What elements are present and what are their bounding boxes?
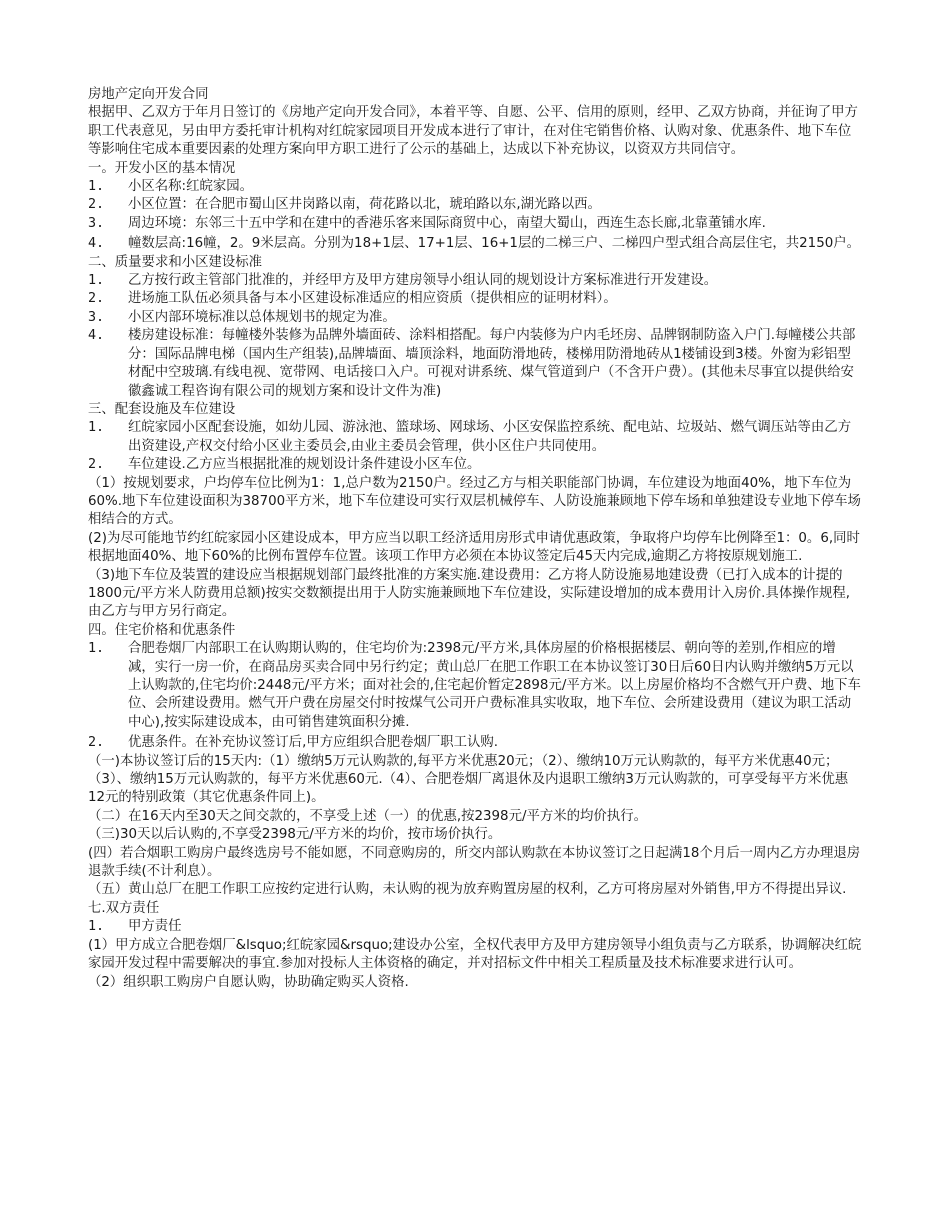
- list-item: [88, 327, 862, 401]
- section-heading-3: 三、配套设施及车位建设: [88, 401, 236, 417]
- item-number: 2.: [88, 197, 105, 213]
- section-heading-4: 四。住宅价格和优惠条件: [88, 622, 236, 638]
- item-text: 乙方按行政主管部门批准的，并经甲方及甲方建房领导小组认同的规划设计方案标准进行开发建设。: [128, 273, 718, 289]
- item-text: 小区位置：在合肥市蜀山区井岗路以南，荷花路以北，琥珀路以东,湖光路以西。: [128, 197, 601, 213]
- item-text: 小区内部环境标准以总体规划书的规定为准。: [128, 309, 396, 325]
- item-number: 1.: [88, 179, 105, 195]
- paragraph: (1）甲方成立合肥卷烟厂&lsquo;红皖家园&rsquo;建设办公室，全权代表甲方及甲方建房领导小组负责与乙方联系，协调解决红皖家园开发过程中需要解决的事宜.参加对投标人主体资格的确定，并对招标文件中相关工程质量及技术标准要求进行认可。: [88, 937, 862, 972]
- item-number: 1.: [88, 420, 105, 436]
- item-text: 合肥卷烟厂内部职工在认购期认购的，住宅均价为:2398元/平方米,具体房屋的价格根据楼层、朝向等的差别,作相应的增减，实行一房一价，在商品房买卖合同中另行约定；黄山总厂在肥工作职工在本协议签订30日后60日内认购并缴纳5万元以上认购款的,住宅均价:2448元/平方米；面对社会的,住宅起价暂定2898元/平方米。以上房屋价格均不含燃气开户费、地下车位、会所建设费用。燃气开户费在房屋交付时按煤气公司开户费标准具实收取，地下车位、会所建设费用（建议为职工活动中心),按实际建设成本，由可销售建筑面积分摊.: [128, 641, 861, 730]
- list-item: [88, 734, 862, 752]
- item-number: 1.: [88, 641, 105, 657]
- list-item: [88, 456, 862, 474]
- section-heading-7: 七.双方责任: [88, 900, 160, 916]
- paragraph: （1）按规划要求，户均停车位比例为1：1,总户数为2150户。经过乙方与相关职能部门协调，车位建设为地面40%，地下车位为60%.地下车位建设面积为38700平方米，地下车位建设可实行双层机械停车、人防设施兼顾地下停车场和单独建设专业地下停车场相结合的方式。: [88, 475, 861, 528]
- item-text: 小区名称:红皖家园。: [128, 179, 254, 195]
- item-text: 红皖家园小区配套设施，如幼儿园、游泳池、篮球场、网球场、小区安保监控系统、配电站、垃圾站、燃气调压站等由乙方出资建设,产权交付给小区业主委员会,由业主委员会管理，供小区住户共同使用。: [128, 420, 852, 454]
- paragraph: （一)本协议签订后的15天内:（1）缴纳5万元认购款的,每平方米优惠20元；（2）、缴纳10万元认购款的，每平方米优惠40元；（3）、缴纳15万元认购款的，每平方米优惠60元.（4）、合肥卷烟厂离退休及内退职工缴纳3万元认购款的，可享受每平方米优惠12元的特别政策（其它优惠条件同上)。: [88, 753, 849, 806]
- section-heading-1: 一。开发小区的基本情况: [88, 160, 236, 176]
- list-item: [88, 178, 862, 196]
- item-text: 楼房建设标准：每幢楼外装修为品牌外墙面砖、涂料相搭配。每户内装修为户内毛坯房、品牌钢制防盗入户门.每幢楼公共部分：国际品牌电梯（国内生产组装),品牌墙面、墙顶涂料，地面防滑地砖，楼梯用防滑地砖从1楼铺设到3楼。外窗为彩铝型材配中空玻璃.有线电视、宽带网、电话接口入户。可视对讲系统、煤气管道到户（不含开户费）。(其他未尽事宜以提供给安徽鑫诚工程咨询有限公司的规划方案和设计文件为准): [128, 328, 856, 399]
- list-item: [88, 640, 862, 732]
- list-item: [88, 918, 862, 936]
- item-number: 3.: [88, 309, 105, 325]
- item-number: 1.: [88, 919, 105, 935]
- list-item: [88, 196, 862, 214]
- paragraph: （3)地下车位及装置的建设应当根据规划部门最终批准的方案实施.建设费用：乙方将人防设施易地建设费（已打入成本的计提的1800元/平方米人防费用总额)按实交数额提出用于人防实施兼顾地下车位建设，实际建设增加的成本费用计入房价.具体操作规程,由乙方与甲方另行商定。: [88, 567, 851, 620]
- intro-paragraph: 根据甲、乙双方于年月日签订的《房地产定向开发合同》，本着平等、自愿、公平、信用的原则，经甲、乙双方协商，并征询了甲方职工代表意见，另由甲方委托审计机构对红皖家园项目开发成本进行了审计，在对住宅销售价格、认购对象、优惠条件、地下车位等影响住宅成本重要因素的处理方案向甲方职工进行了公示的基础上，达成以下补充协议，以资双方共同信守。: [88, 105, 858, 158]
- document-title: 房地产定向开发合同: [88, 87, 209, 102]
- item-number: 1.: [88, 273, 105, 289]
- item-text: 优惠条件。在补充协议签订后,甲方应组织合肥卷烟厂职工认购.: [128, 735, 499, 751]
- list-item: [88, 419, 862, 456]
- item-number: 4.: [88, 236, 105, 252]
- item-text: 周边环境：东邻三十五中学和在建中的香港乐客来国际商贸中心，南望大蜀山，西连生态长廊,北靠董铺水库.: [128, 215, 766, 231]
- paragraph: （2）组织职工购房户自愿认购，协助确定购买人资格.: [88, 974, 409, 990]
- paragraph: （二）在16天内至30天之间交款的，不享受上述（一）的优惠,按2398元/平方米的均价执行。: [88, 808, 647, 824]
- item-text: 甲方责任: [128, 919, 182, 935]
- list-item: [88, 290, 862, 308]
- paragraph: （五）黄山总厂在肥工作职工应按约定进行认购，未认购的视为放弃购置房屋的权利，乙方可将房屋对外销售,甲方不得提出异议.: [88, 882, 847, 898]
- section-heading-2: 二、质量要求和小区建设标准: [88, 254, 263, 270]
- paragraph: （三)30天以后认购的,不享受2398元/平方米的均价，按市场价执行。: [88, 827, 502, 843]
- list-item: [88, 215, 862, 233]
- list-item: [88, 272, 862, 290]
- paragraph: (四）若合烟职工购房户最终选房号不能如愿，不同意购房的，所交内部认购款在本协议签订之日起满18个月后一周内乙方办理退房退款手续(不计利息）。: [88, 845, 861, 880]
- item-text: 幢数层高:16幢，2。9米层高。分别为18+1层、17+1层、16+1层的二梯三户、二梯四户型式组合高层住宅，共2150户。: [128, 236, 861, 252]
- paragraph: (2)为尽可能地节约红皖家园小区建设成本，甲方应当以职工经济适用房形式申请优惠政策，争取将户均停车比例降至1：0。6,同时根据地面40%、地下60%的比例布置停车位置。该项工作甲方必须在本协议签定后45天内完成,逾期乙方将按原规划施工.: [88, 530, 860, 565]
- item-text: 车位建设.乙方应当根据批准的规划设计条件建设小区车位。: [128, 457, 481, 473]
- item-number: 2.: [88, 457, 105, 473]
- item-number: 2.: [88, 735, 105, 751]
- item-number: 4.: [88, 328, 105, 344]
- list-item: [88, 309, 862, 327]
- item-text: 进场施工队伍必须具备与本小区建设标准适应的相应资质（提供相应的证明材料）。: [128, 291, 617, 307]
- item-number: 3.: [88, 215, 105, 231]
- item-number: 2.: [88, 291, 105, 307]
- list-item: [88, 235, 862, 253]
